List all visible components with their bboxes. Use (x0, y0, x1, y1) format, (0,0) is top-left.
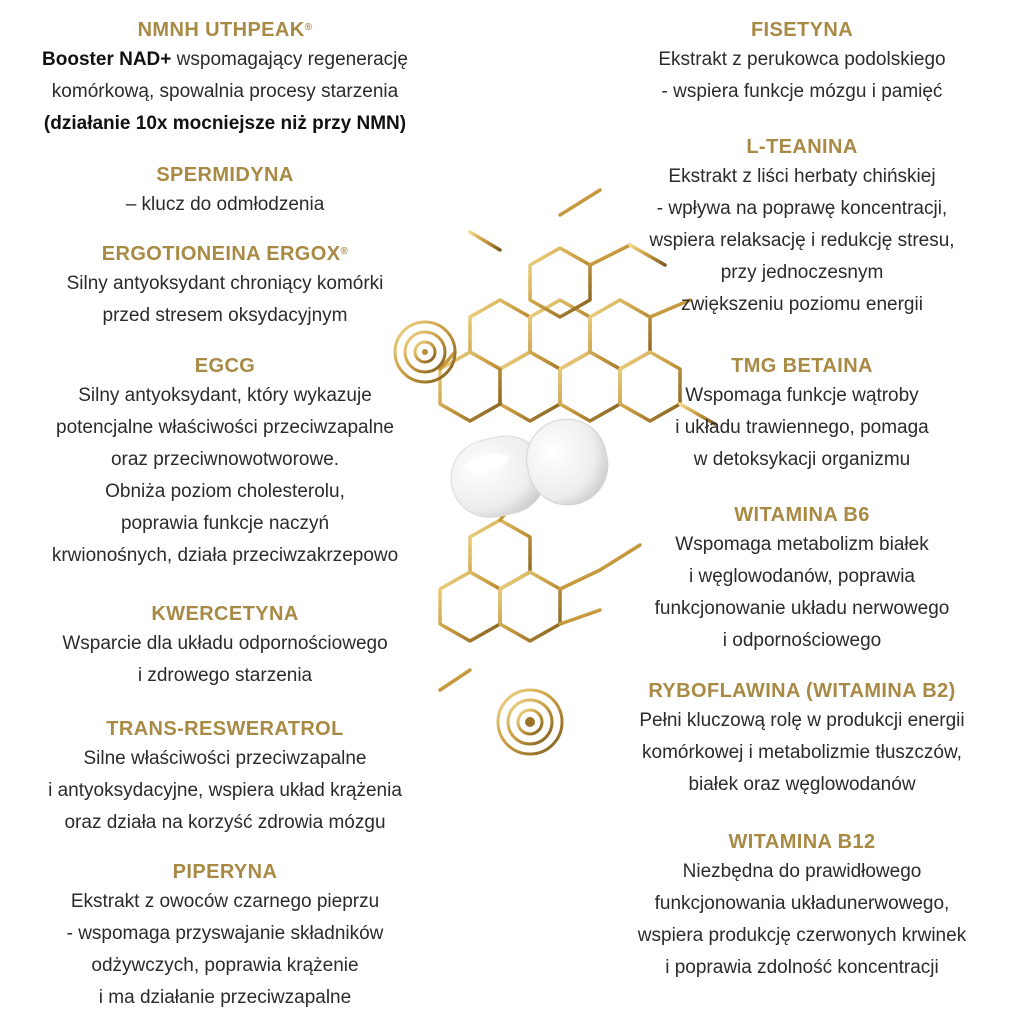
ingredient-description-line: Wspomaga metabolizm białek (675, 534, 929, 555)
ingredient-description-line: Booster NAD+ wspomagający regenerację (42, 49, 408, 70)
ingredient-description-line: Silny antyoksydant, który wykazuje (78, 385, 372, 406)
ingredient-description-line: – klucz do odmłodzenia (125, 194, 325, 215)
ingredient-description-line: zwiększeniu poziomu energii (681, 294, 923, 315)
ingredient-description-line: oraz przeciwnowotworowe. (110, 449, 340, 470)
ingredient-spermidyna (0, 161, 450, 221)
ingredient-title: L-TEANINA (746, 136, 858, 158)
ingredient-trans-resweratrol (0, 715, 450, 839)
ingredient-description-line: - wspomaga przyswajanie składników (66, 923, 384, 944)
ingredient-description-line: i zdrowego starzenia (137, 665, 313, 686)
ingredient-description-line: w detoksykacji organizmu (693, 449, 911, 470)
ingredient-title: WITAMINA B6 (734, 504, 870, 526)
ingredient-fisetyna (580, 16, 1024, 108)
ingredient-title: KWERCETYNA (151, 603, 299, 625)
ingredient-description-line: Wspomaga funkcje wątroby (685, 385, 919, 406)
ingredient-l-teanina (580, 133, 1024, 321)
ingredient-kwercetyna (0, 600, 450, 692)
ingredient-description-line: Ekstrakt z owoców czarnego pieprzu (70, 891, 380, 912)
ingredient-description-line: i poprawia zdolność koncentracji (665, 957, 939, 978)
ingredient-description-line: Silny antyoksydant chroniący komórki (66, 273, 384, 294)
ingredient-description-line: przed stresem oksydacyjnym (102, 305, 348, 326)
ingredient-description-line: funkcjonowania układunerwowego, (654, 893, 950, 914)
ingredient-description-line: (działanie 10x mocniejsze niż przy NMN) (43, 113, 407, 134)
ingredient-description-line: i odpornościowego (722, 630, 882, 651)
ingredient-description-line: odżywczych, poprawia krążenie (91, 955, 359, 976)
ingredient-description-line: komórkowej i metabolizmie tłuszczów, (642, 742, 962, 763)
ingredient-description-line: i układu trawiennego, pomaga (675, 417, 929, 438)
ingredient-description-line: białek oraz węglowodanów (688, 774, 916, 795)
ingredient-description-line: komórkową, spowalnia procesy starzenia (51, 81, 399, 102)
ingredient-title: NMNH UTHPEAK® (137, 19, 313, 41)
ingredient-egcg (0, 352, 450, 572)
ingredient-nmnh (0, 16, 450, 140)
ingredient-description-line: Silne właściwości przeciwzapalne (83, 748, 367, 769)
registered-mark: ® (340, 246, 349, 257)
ingredient-title: TRANS-RESWERATROL (106, 718, 344, 740)
ingredient-description-line: wspiera relaksację i redukcję stresu, (649, 230, 955, 251)
ingredient-description-line: potencjalne właściwości przeciwzapalne (56, 417, 394, 438)
ingredient-lead-bold: Booster NAD+ (42, 49, 172, 70)
ingredient-description-line: Ekstrakt z perukowca podolskiego (658, 49, 946, 70)
registered-mark: ® (304, 22, 313, 33)
ingredient-description-line: Niezbędna do prawidłowego (682, 861, 922, 882)
ingredient-tmg-betaina (580, 352, 1024, 476)
ingredient-description-line: funkcjonowanie układu nerwowego (654, 598, 950, 619)
ingredient-description-line: przy jednoczesnym (720, 262, 884, 283)
ingredient-description-line: poprawia funkcje naczyń (120, 513, 330, 534)
ingredient-title: PIPERYNA (172, 861, 278, 883)
ingredient-ryboflawina (580, 677, 1024, 801)
ingredient-description-line: i antyoksydacyjne, wspiera układ krążenia (48, 780, 402, 801)
ingredient-description-line: i węglowodanów, poprawia (688, 566, 916, 587)
ingredient-description-line: wspiera produkcję czerwonych krwinek (637, 925, 967, 946)
ingredient-description-line: i ma działanie przeciwzapalne (98, 987, 352, 1008)
ingredient-title: ERGOTIONEINA ERGOX® (101, 243, 349, 265)
target-node-lower (498, 690, 562, 754)
ingredient-description-line: krwionośnych, działa przeciwzakrzepowo (51, 545, 399, 566)
ingredient-witamina-b12 (580, 828, 1024, 984)
ingredient-title: EGCG (194, 355, 256, 377)
ingredient-title: SPERMIDYNA (156, 164, 294, 186)
ingredient-description-line: Pełni kluczową rolę w produkcji energii (639, 710, 965, 731)
ingredient-description-line: Wsparcie dla układu odpornościowego (62, 633, 388, 654)
ingredient-piperyna (0, 858, 450, 1014)
ingredient-title: RYBOFLAWINA (WITAMINA B2) (648, 680, 956, 702)
ingredient-description-line: oraz działa na korzyść zdrowia mózgu (64, 812, 386, 833)
ingredient-title: TMG BETAINA (731, 355, 873, 377)
ingredient-description-line: - wpływa na poprawę koncentracji, (656, 198, 948, 219)
ingredient-title: FISETYNA (750, 19, 854, 41)
ingredient-ergotioneina (0, 240, 450, 332)
ingredient-description-line: - wspiera funkcje mózgu i pamięć (661, 81, 943, 102)
ingredient-witamina-b6 (580, 501, 1024, 657)
ingredient-description-line: Ekstrakt z liści herbaty chińskiej (668, 166, 936, 187)
ingredient-title: WITAMINA B12 (728, 831, 876, 853)
ingredient-description-line: Obniża poziom cholesterolu, (105, 481, 345, 502)
